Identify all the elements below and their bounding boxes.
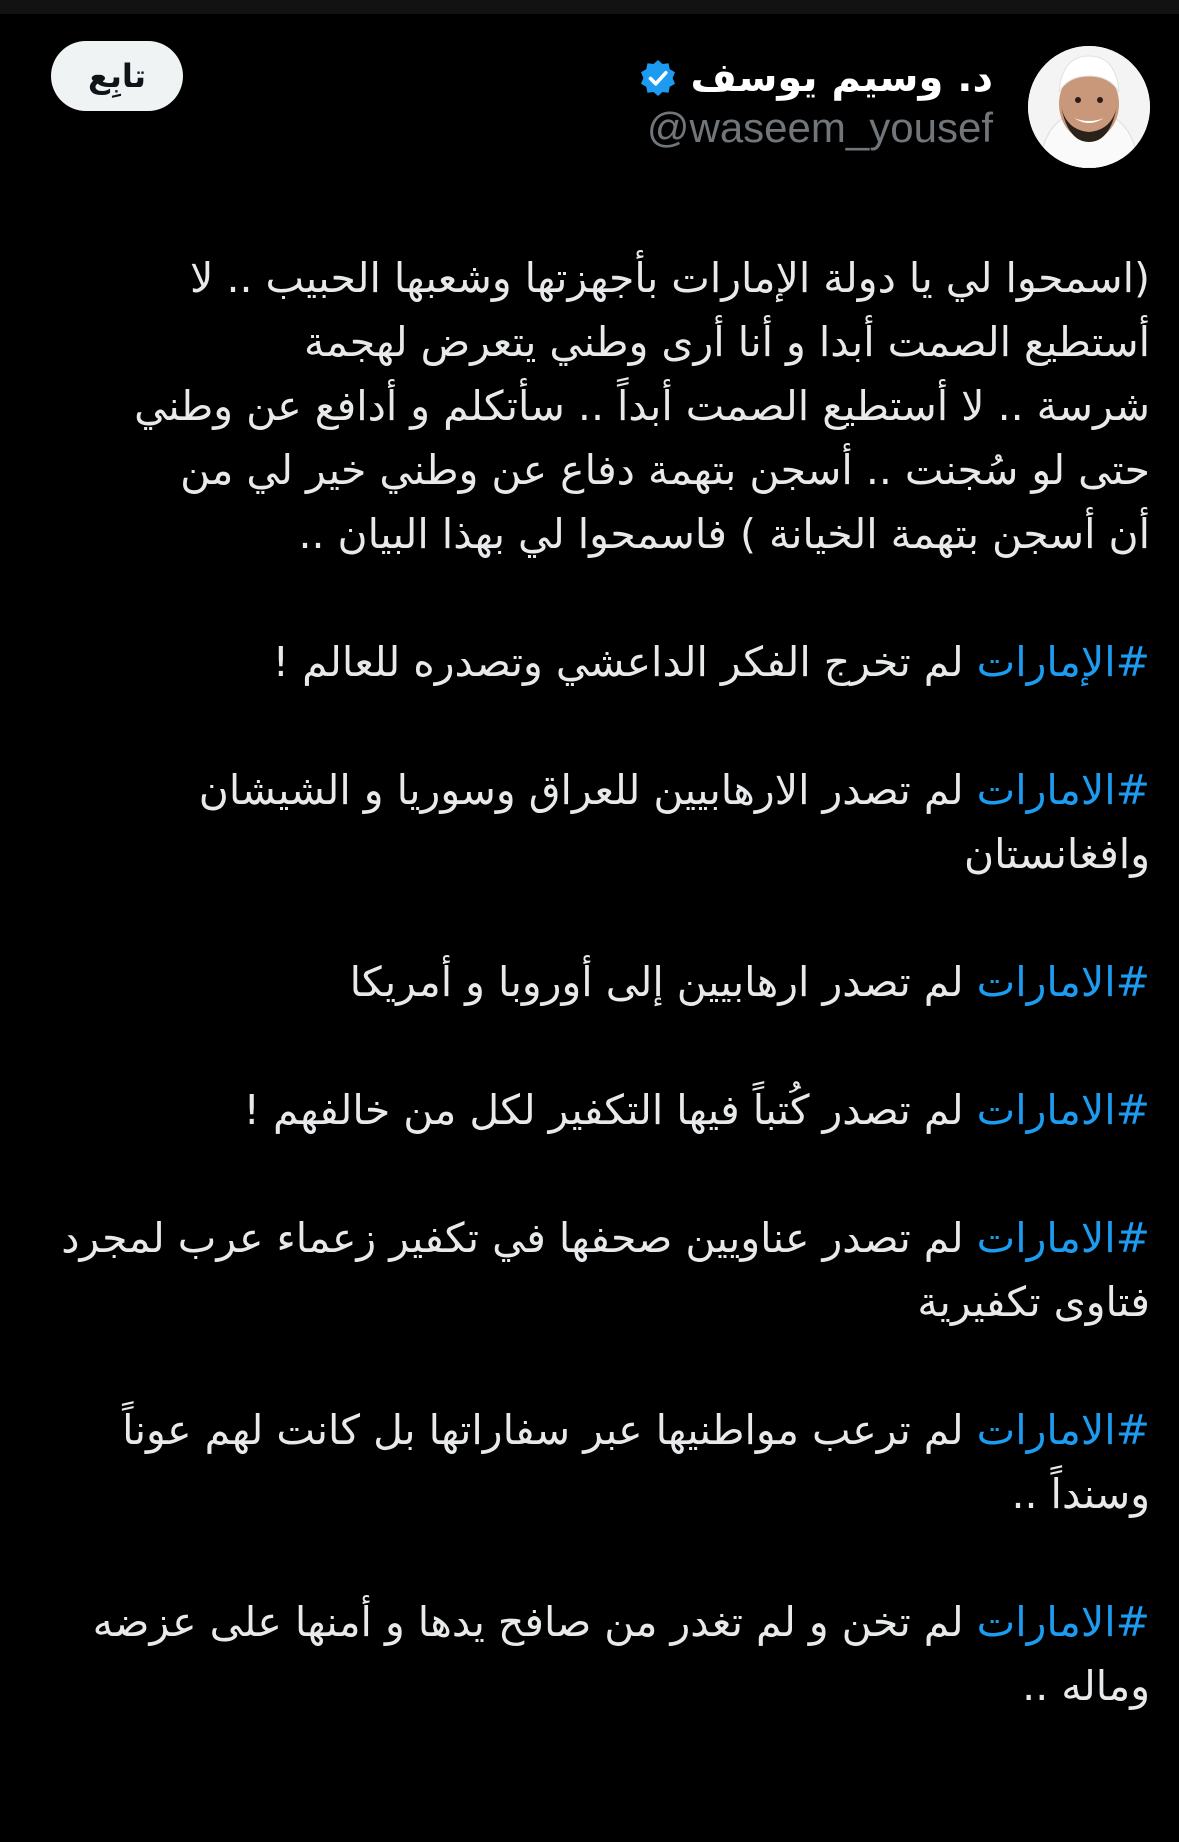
verified-badge-icon (638, 58, 678, 98)
statement-text: لم ترعب مواطنيها عبر سفاراتها بل كانت لهم عوناً وسنداً .. (122, 1406, 1150, 1518)
intro-line: أن أسجن بتهمة الخيانة ) فاسمحوا لي بهذا البيان .. (298, 510, 1150, 558)
tweet-intro-paragraph (28, 246, 1150, 566)
tweet-statement (28, 1078, 1150, 1142)
tweet-statement (28, 630, 1150, 694)
tweet-statement (28, 1206, 1150, 1334)
tweet-statement (28, 950, 1150, 1014)
hashtag-link[interactable]: #الامارات (976, 1598, 1150, 1646)
intro-line: شرسة .. لا أستطيع الصمت أبداً .. سأتكلم و أدافع عن وطني (134, 382, 1150, 430)
tweet-statement (28, 1590, 1150, 1718)
status-strip (0, 0, 1179, 14)
tweet-text (28, 246, 1150, 1782)
hashtag-link[interactable]: #الامارات (976, 1086, 1150, 1134)
hashtag-link[interactable]: #الإمارات (976, 638, 1150, 686)
author-name-row (638, 50, 993, 106)
statement-text: لم تخرج الفكر الداعشي وتصدره للعالم ! (272, 638, 977, 686)
avatar[interactable] (1028, 46, 1150, 168)
statement-text: لم تصدر ارهابيين إلى أوروبا و أمريكا (349, 958, 977, 1006)
tweet-statement (28, 758, 1150, 886)
hashtag-link[interactable]: #الامارات (976, 1406, 1150, 1454)
author-handle[interactable]: @waseem_yousef (646, 104, 993, 151)
hashtag-link[interactable]: #الامارات (976, 766, 1150, 814)
author-display-name[interactable]: د. وسيم يوسف (690, 55, 993, 101)
statement-text: لم تصدر الارهابيين للعراق وسوريا و الشيشان وافغانستان (198, 766, 1150, 878)
statement-text: لم تصدر كُتباً فيها التكفير لكل من خالفهم ! (243, 1086, 977, 1134)
statement-text: لم تخن و لم تغدر من صافح يدها و أمنها على عزضه وماله .. (92, 1598, 1150, 1710)
hashtag-link[interactable]: #الامارات (976, 1214, 1150, 1262)
avatar-photo-icon (1028, 46, 1150, 168)
hashtag-link[interactable]: #الامارات (976, 958, 1150, 1006)
intro-line: حتى لو سُجنت .. أسجن بتهمة دفاع عن وطني خير لي من (180, 446, 1150, 494)
follow-button[interactable]: تابِع (51, 41, 183, 111)
intro-line: أستطيع الصمت أبدا و أنا أرى وطني يتعرض لهجمة (304, 318, 1150, 366)
tweet-statement (28, 1398, 1150, 1526)
intro-line: (اسمحوا لي يا دولة الإمارات بأجهزتها وشعبها الحبيب .. لا (190, 254, 1150, 302)
statement-text: لم تصدر عناويين صحفها في تكفير زعماء عرب لمجرد فتاوى تكفيرية (61, 1214, 1150, 1326)
